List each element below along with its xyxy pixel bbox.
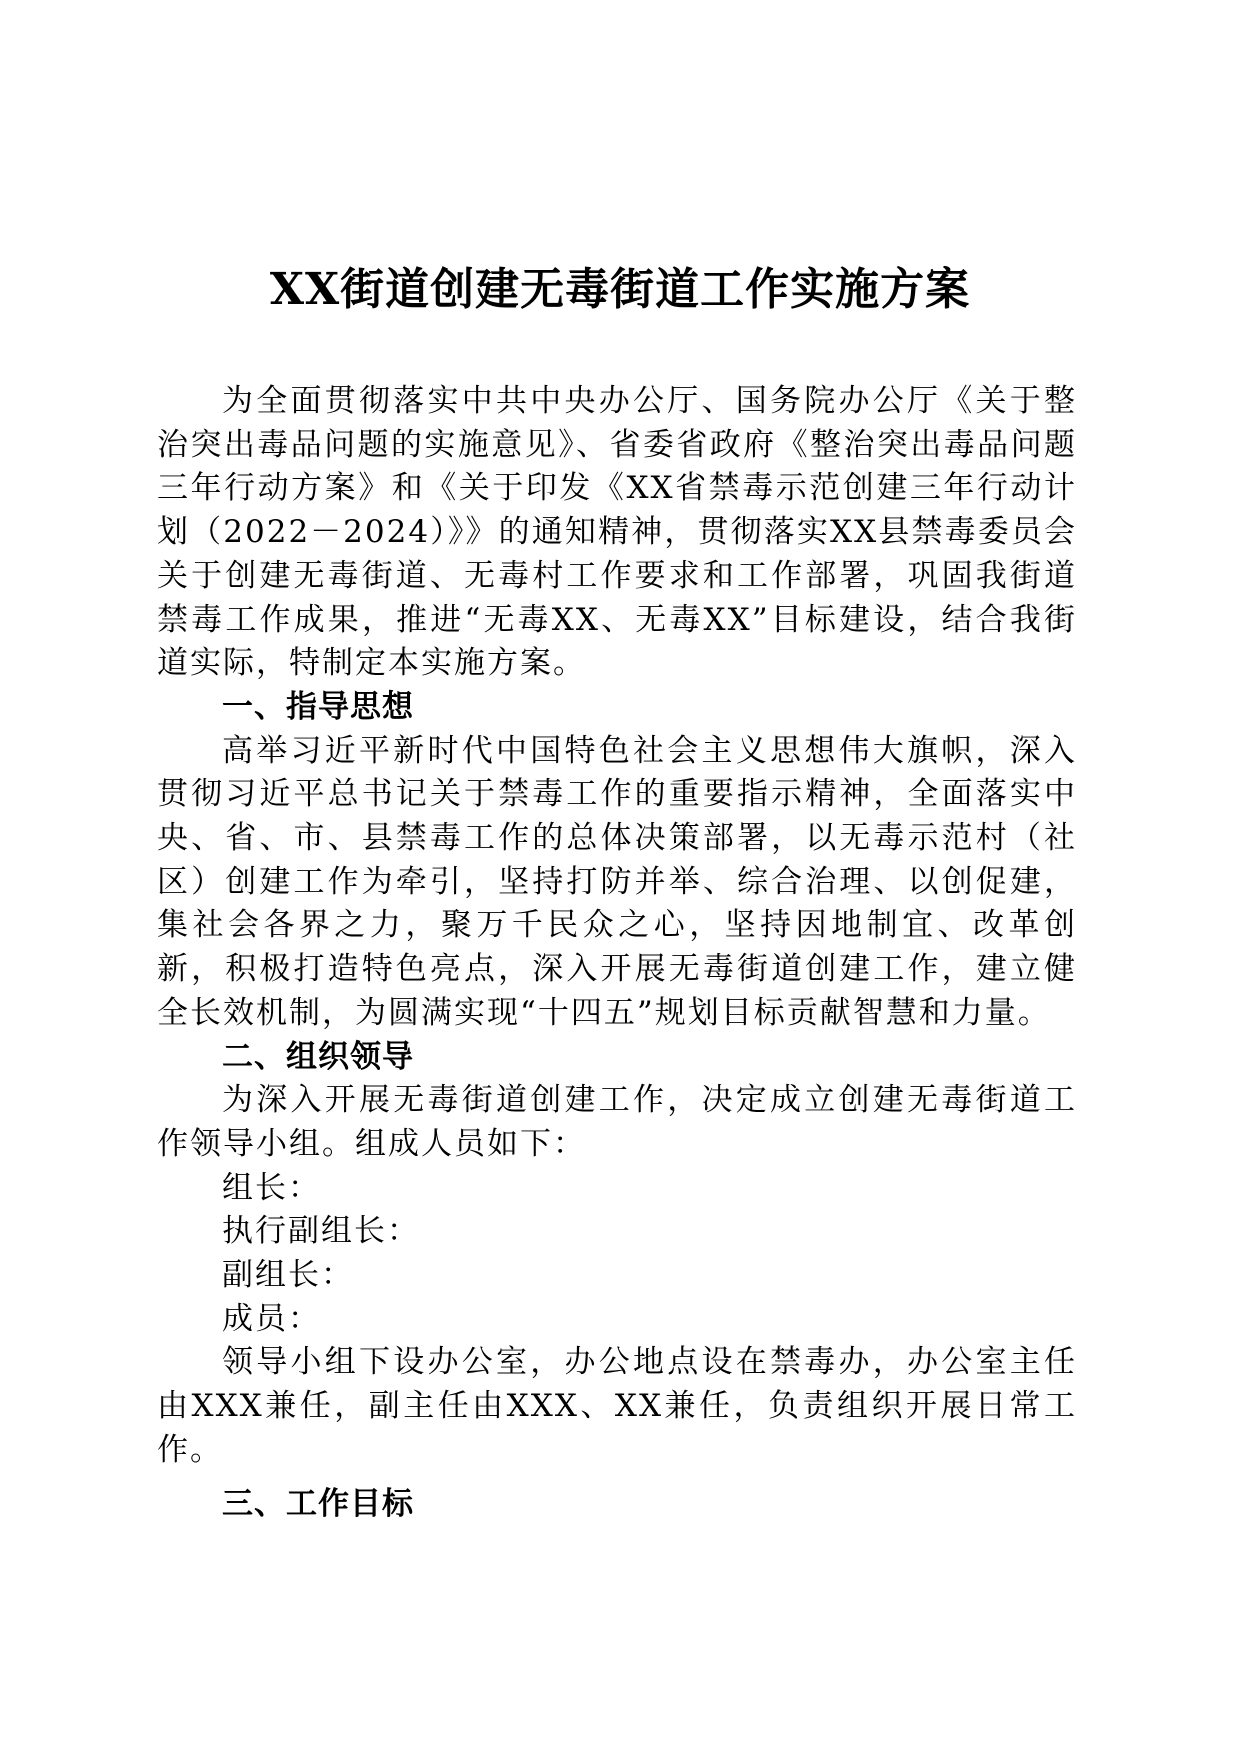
intro-paragraph: 为全面贯彻落实中共中央办公厅、国务院办公厅《关于整治突出毒品问题的实施意见》、省委省政府《整治突出毒品问题三年行动方案》和《关于印发《XX省禁毒示范创建三年行动计划（2022－2024）》》的通知精神，贯彻落实XX县禁毒委员会关于创建无毒街道、无毒村工作要求和工作部署，巩固我街道禁毒工作成果，推进“无毒XX、无毒XX”目标建设，结合我街道实际，特制定本实施方案。 [157, 383, 1077, 682]
section-heading-guiding-ideology: 一、指导思想 [222, 688, 414, 725]
document-body [157, 380, 1077, 1526]
guiding-ideology-paragraph: 高举习近平新时代中国特色社会主义思想伟大旗帜，深入贯彻习近平总书记关于禁毒工作的重要指示精神，全面落实中央、省、市、县禁毒工作的总体决策部署，以无毒示范村（社区）创建工作为牵引，坚持打防并举、综合治理、以创促建，集社会各界之力，聚万千民众之心，坚持因地制宜、改革创新，积极打造特色亮点，深入开展无毒街道创建工作，建立健全长效机制，为圆满实现“十四五”规划目标贡献智慧和力量。 [157, 732, 1077, 1031]
organization-paragraph: 为深入开展无毒街道创建工作，决定成立创建无毒街道工作领导小组。组成人员如下： [157, 1082, 1077, 1162]
executive-deputy-leader-line: 执行副组长： [222, 1213, 420, 1250]
leader-line: 组长： [222, 1169, 321, 1206]
section-heading-work-goals: 三、工作目标 [222, 1485, 414, 1522]
office-paragraph: 领导小组下设办公室，办公地点设在禁毒办，办公室主任由XXX兼任，副主任由XXX、XX兼任，负责组织开展日常工作。 [157, 1344, 1077, 1468]
section-heading-organization: 二、组织领导 [222, 1038, 414, 1075]
deputy-leader-line: 副组长： [222, 1257, 354, 1294]
document-title: XX街道创建无毒街道工作实施方案 [269, 264, 971, 315]
members-line: 成员： [222, 1300, 321, 1337]
